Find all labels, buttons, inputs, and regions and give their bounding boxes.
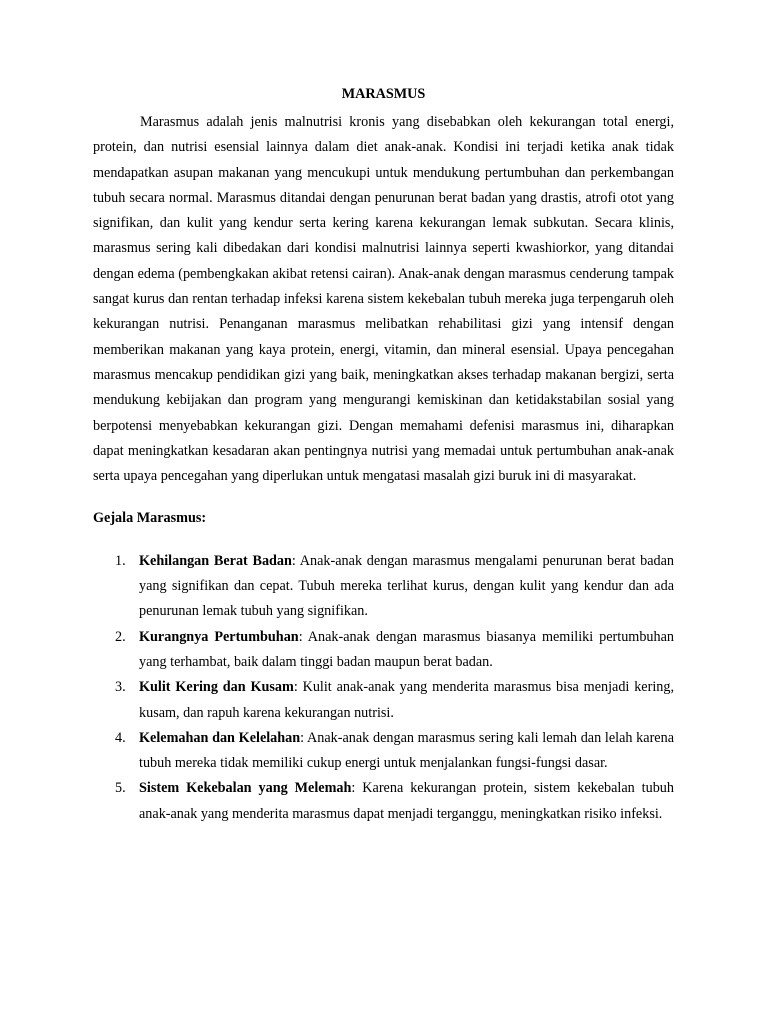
symptom-number: 1. [115, 552, 126, 569]
symptom-number: 2. [115, 628, 126, 645]
symptom-item-2 [93, 625, 674, 676]
symptom-description: : Anak-anak dengan marasmus biasanya memiliki pertumbuhan yang terhambat, baik dalam tinggi badan maupun berat badan. [139, 628, 674, 670]
symptom-description: : Kulit anak-anak yang menderita marasmus bisa menjadi kering, kusam, dan rapuh karena kekurangan nutrisi. [139, 679, 674, 721]
symptom-number: 5. [115, 780, 126, 797]
document-title: MARASMUS [341, 86, 426, 102]
symptom-description: : Karena kekurangan protein, sistem kekebalan tubuh anak-anak yang menderita marasmus dapat menjadi terganggu, meningkatkan risiko infeksi. [139, 780, 674, 822]
symptom-description: : Anak-anak dengan marasmus sering kali lemah dan lelah karena tubuh mereka tidak memiliki cukup energi untuk menjalankan fungsi-fungsi dasar. [139, 729, 674, 772]
symptom-number: 4. [115, 729, 126, 746]
symptom-term: Sistem Kekebalan yang Melemah [139, 780, 352, 797]
symptom-item-4 [93, 726, 674, 777]
symptom-item-1 [93, 549, 674, 625]
symptom-term: Kehilangan Berat Badan [139, 552, 292, 569]
symptom-number: 3. [115, 679, 126, 696]
symptom-term: Kulit Kering dan Kusam [139, 679, 294, 696]
symptom-item-5 [93, 776, 674, 827]
document-page [93, 82, 674, 827]
symptoms-heading: Gejala Marasmus: [93, 510, 207, 527]
symptoms-list [93, 549, 674, 827]
intro-paragraph: Marasmus adalah jenis malnutrisi kronis yang disebabkan oleh kekurangan total energi, protein, dan nutrisi esensial lainnya dalam diet anak-anak. Kondisi ini terjadi ketika anak tidak mendapatkan asupan makanan yang mencukupi untuk mendukung pertumbuhan dan perkembangan tubuh secara normal. Marasmus ditandai dengan penurunan berat badan yang drastis, atrofi otot yang signifikan, dan kulit yang kendur serta kering karena kekurangan lemak subkutan. Secara klinis, marasmus sering kali dibedakan dari kondisi malnutrisi lainnya seperti kwashiorkor, yang ditandai dengan edema (pembengkakan akibat retensi cairan). Anak-anak dengan marasmus cenderung tampak sangat kurus dan rentan terhadap infeksi karena sistem kekebalan tubuh mereka juga terpengaruh oleh kekurangan nutrisi. Penanganan marasmus melibatkan rehabilitasi gizi yang intensif dengan memberikan makanan yang kaya protein, energi, vitamin, dan mineral esensial. Upaya pencegahan marasmus mencakup pendidikan gizi yang baik, meningkatkan akses terhadap makanan bergizi, serta mendukung kebijakan dan program yang mengurangi kemiskinan dan ketidakstabilan sosial yang berpotensi menyebabkan kekurangan gizi. Dengan memahami defenisi marasmus ini, diharapkan dapat meningkatkan kesadaran akan pentingnya nutrisi yang memadai untuk pertumbuhan anak-anak serta upaya pencegahan yang diperlukan untuk mengatasi masalah gizi buruk ini di masyarakat. [93, 114, 674, 485]
symptom-item-3 [93, 675, 674, 726]
symptom-term: Kelemahan dan Kelelahan [139, 729, 301, 746]
symptom-description: : Anak-anak dengan marasmus mengalami penurunan berat badan yang signifikan dan cepat. Tubuh mereka terlihat kurus, dengan kulit yang kendur dan ada penurunan lemak tubuh yang signifikan. [139, 552, 674, 620]
symptom-term: Kurangnya Pertumbuhan [139, 628, 299, 645]
